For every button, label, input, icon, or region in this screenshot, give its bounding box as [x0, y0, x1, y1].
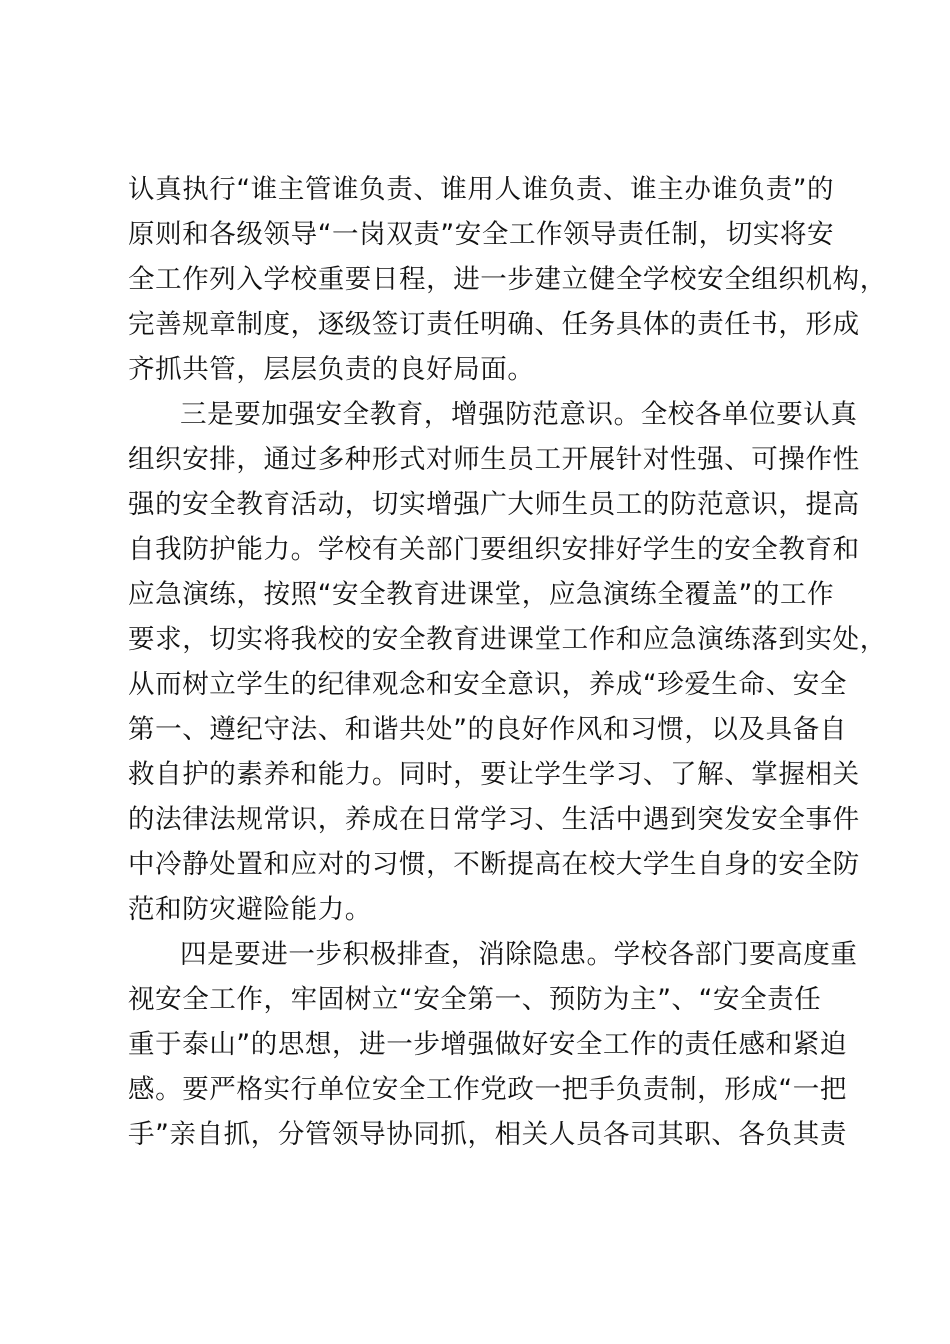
text-line: 的法律法规常识，养成在日常学习、生活中遇到突发安全事件	[128, 804, 860, 835]
text-line: 中冷静处置和应对的习惯，不断提高在校大学生自身的安全防	[128, 849, 860, 880]
text-line: 感。要严格实行单位安全工作党政一把手负责制，形成“一把	[128, 1074, 847, 1105]
text-line: 原则和各级领导“一岗双责”安全工作领导责任制，切实将安	[128, 219, 835, 250]
text-line: 手”亲自抓，分管领导协同抓，相关人员各司其职、各负其责	[128, 1119, 847, 1150]
text-line: 应急演练，按照“安全教育进课堂，应急演练全覆盖”的工作	[128, 579, 835, 610]
text-line: 强的安全教育活动，切实增强广大师生员工的防范意识，提高	[128, 489, 860, 520]
text-line: 从而树立学生的纪律观念和安全意识，养成“珍爱生命、安全	[128, 669, 847, 700]
text-line: 救自护的素养和能力。同时，要让学生学习、了解、掌握相关	[128, 759, 860, 790]
text-line: 自我防护能力。学校有关部门要组织安排好学生的安全教育和	[128, 534, 860, 565]
text-line: 完善规章制度，逐级签订责任明确、任务具体的责任书，形成	[128, 309, 860, 340]
text-line: 重于泰山”的思想，进一步增强做好安全工作的责任感和紧迫	[128, 1029, 847, 1060]
text-line: 第一、遵纪守法、和谐共处”的良好作风和习惯，以及具备自	[128, 714, 847, 745]
text-line: 齐抓共管，层层负责的良好局面。	[128, 354, 535, 385]
text-line: 要求，切实将我校的安全教育进课堂工作和应急演练落到实处，	[128, 624, 887, 655]
text-line: 全工作列入学校重要日程，进一步建立健全学校安全组织机构，	[128, 264, 887, 295]
paragraph-first-line: 三是要加强安全教育，增强防范意识。全校各单位要认真	[180, 399, 858, 430]
text-line: 范和防灾避险能力。	[128, 894, 372, 925]
text-line: 视安全工作，牢固树立“安全第一、预防为主”、“安全责任	[128, 984, 822, 1015]
text-line: 组织安排，通过多种形式对师生员工开展针对性强、可操作性	[128, 444, 860, 475]
paragraph-first-line: 四是要进一步积极排查，消除隐患。学校各部门要高度重	[180, 939, 858, 970]
text-line: 认真执行“谁主管谁负责、谁用人谁负责、谁主办谁负责”的	[128, 174, 835, 205]
